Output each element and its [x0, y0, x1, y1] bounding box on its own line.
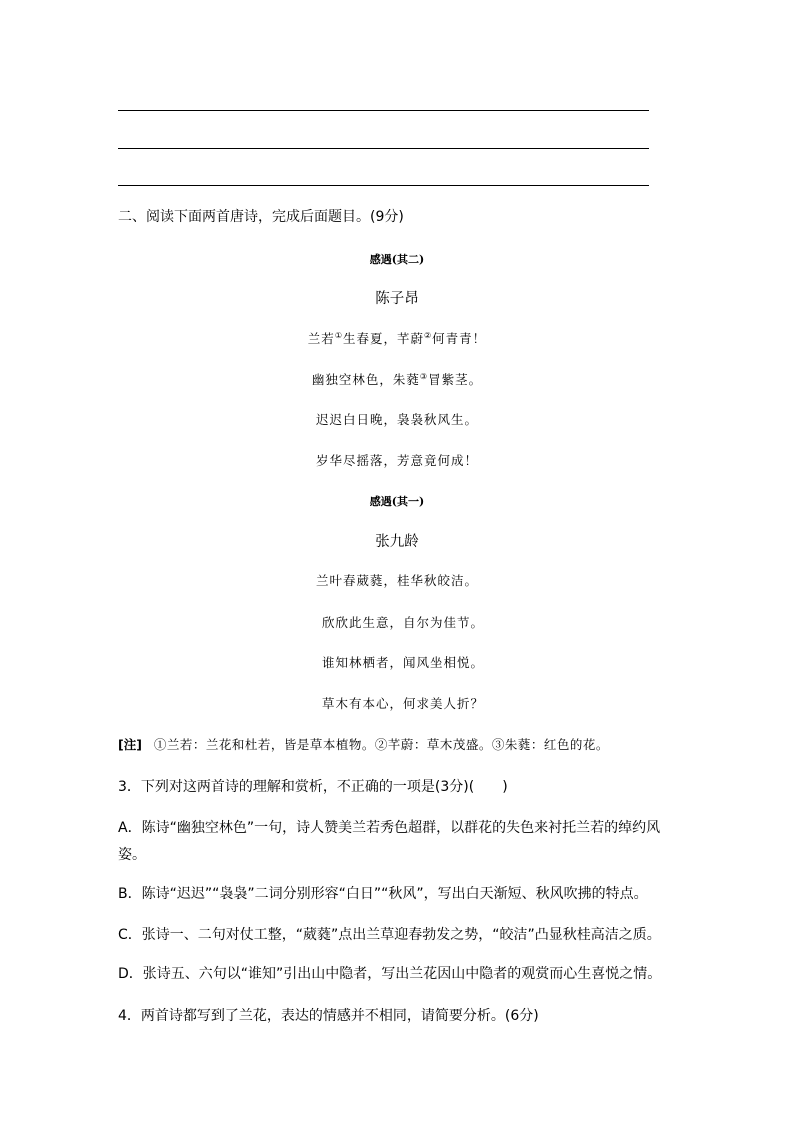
poem2-author: 张九龄 — [375, 534, 419, 550]
question-3-option-a-line-2: 姿。 — [118, 847, 146, 863]
question-3-option-d: D．张诗五、六句以“谁知”引出山中隐者，写出兰花因山中隐者的观赏而心生喜悦之情。 — [118, 966, 662, 982]
poem1-line-1-part-a: 兰若 — [307, 331, 335, 346]
annotation-note — [118, 735, 609, 755]
answer-line-3 — [118, 185, 649, 186]
question-3-option-b: B．陈诗“迟迟”“袅袅”二词分别形容“白日”“秋风”，写出白天渐短、秋风吹拂的特点。 — [118, 886, 648, 902]
poem2-line-3: 谁知林栖者，闻风坐相悦。 — [321, 655, 484, 670]
footnote-marker-2: ② — [424, 330, 433, 340]
poem1-line-4: 岁华尽摇落，芳意竟何成！ — [315, 453, 478, 468]
note-text: ①兰若：兰花和杜若，皆是草本植物。②芊蔚：草木茂盛。③朱蕤：红色的花。 — [153, 737, 609, 752]
poem1-line-1 — [0, 329, 794, 349]
question-4-stem: 4．两首诗都写到了兰花，表达的情感并不相同，请简要分析。(6分) — [118, 1008, 539, 1024]
poem1-line-2-part-b: 冒紫茎。 — [428, 372, 483, 387]
poem2-line-1: 兰叶春葳蕤，桂华秋皎洁。 — [315, 573, 478, 588]
poem2-title: 感遇(其一) — [369, 495, 425, 508]
poem1-line-3: 迟迟白日晚，袅袅秋风生。 — [315, 412, 478, 427]
poem1-author: 陈子昂 — [375, 291, 419, 307]
question-3-option-a-line-1: A．陈诗“幽独空林色”一句，诗人赞美兰若秀色超群，以群花的失色来衬托兰若的绰约风 — [118, 820, 661, 836]
poem1-line-2-part-a: 幽独空林色，朱蕤 — [311, 372, 420, 387]
question-3-option-c: C．张诗一、二句对仗工整，“葳蕤”点出兰草迎春勃发之势，“皎洁”凸显秋桂高洁之质。 — [118, 927, 661, 943]
note-label: [注] — [118, 737, 142, 752]
poem1-line-2 — [0, 370, 794, 390]
poem1-title: 感遇(其二) — [369, 253, 425, 266]
poem2-line-4: 草木有本心，何求美人折？ — [321, 696, 484, 711]
poem1-line-1-part-b: 生春夏，芊蔚 — [342, 331, 424, 346]
footnote-marker-1: ① — [334, 330, 343, 340]
answer-line-1 — [118, 110, 649, 111]
section-heading: 二、阅读下面两首唐诗，完成后面题目。(9分) — [118, 209, 404, 225]
answer-line-2 — [118, 148, 649, 149]
footnote-marker-3: ③ — [419, 371, 429, 381]
question-3-stem: 3．下列对这两首诗的理解和赏析，不正确的一项是(3分)( ) — [118, 779, 508, 795]
poem2-line-2: 欣欣此生意，自尔为佳节。 — [321, 615, 484, 630]
poem1-line-1-part-c: 何青青！ — [432, 331, 487, 346]
